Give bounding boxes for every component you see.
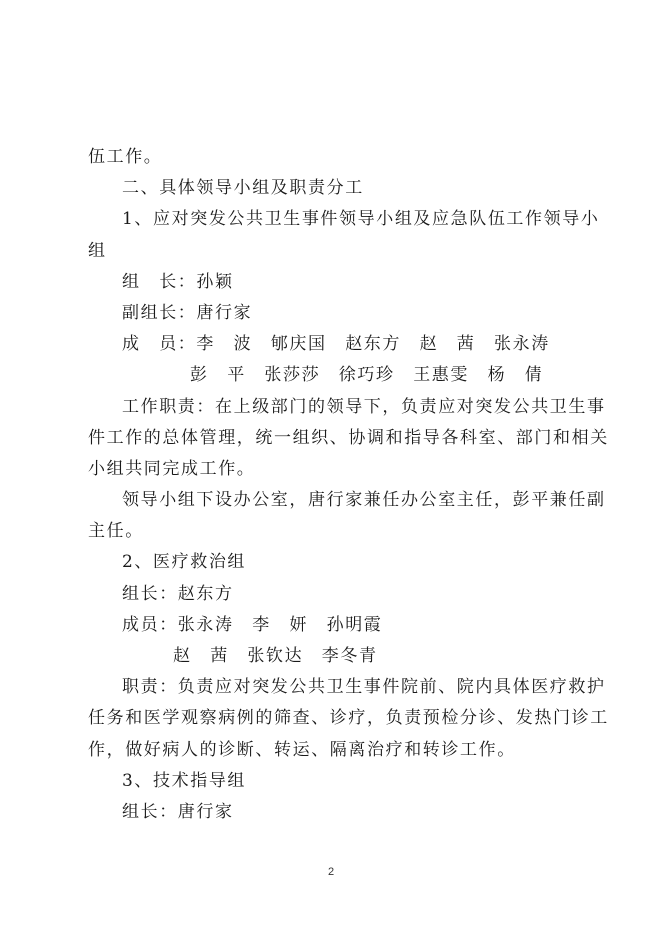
duty-paragraph: 工作职责：在上级部门的领导下，负责应对突发公共卫生事 <box>122 396 606 417</box>
group-leader-line: 组长：赵东方 <box>122 583 234 604</box>
group-leader-line: 组长：唐行家 <box>122 801 234 822</box>
subsection-heading: 3、技术指导组 <box>122 770 247 791</box>
duty-paragraph: 职责：负责应对突发公共卫生事件院前、院内具体医疗救护 <box>122 677 606 698</box>
deputy-leader-line: 副组长：唐行家 <box>122 302 253 323</box>
members-line: 成 员：李 波 郇庆国 赵东方 赵 茜 张永涛 <box>122 334 550 355</box>
duty-paragraph-cont: 任务和医学观察病例的筛查、诊疗，负责预检分诊、发热门诊工 <box>88 708 609 729</box>
group-leader-line: 组 长：孙颖 <box>122 271 234 292</box>
office-paragraph: 领导小组下设办公室，唐行家兼任办公室主任，彭平兼任副 <box>122 490 606 511</box>
subsection-heading-cont: 组 <box>88 240 107 261</box>
office-paragraph-cont: 主任。 <box>88 521 144 542</box>
document-body <box>88 142 609 828</box>
subsection-heading: 2、医疗救治组 <box>122 552 247 573</box>
paragraph-line: 伍工作。 <box>88 147 163 167</box>
members-line-cont: 赵 茜 张钦达 李冬青 <box>173 646 378 666</box>
page-number: 2 <box>327 866 335 878</box>
members-line-cont: 彭 平 张莎莎 徐巧珍 王惠雯 杨 倩 <box>190 365 544 386</box>
duty-paragraph-cont: 件工作的总体管理，统一组织、协调和指导各科室、部门和相关 <box>88 427 609 448</box>
subsection-heading: 1、应对突发公共卫生事件领导小组及应急队伍工作领导小 <box>122 209 600 230</box>
duty-paragraph-cont: 作，做好病人的诊断、转运、隔离治疗和转诊工作。 <box>88 739 516 760</box>
duty-paragraph-cont: 小组共同完成工作。 <box>88 458 256 479</box>
section-heading: 二、具体领导小组及职责分工 <box>122 178 364 199</box>
members-line: 成员：张永涛 李 妍 孙明霞 <box>122 614 383 635</box>
